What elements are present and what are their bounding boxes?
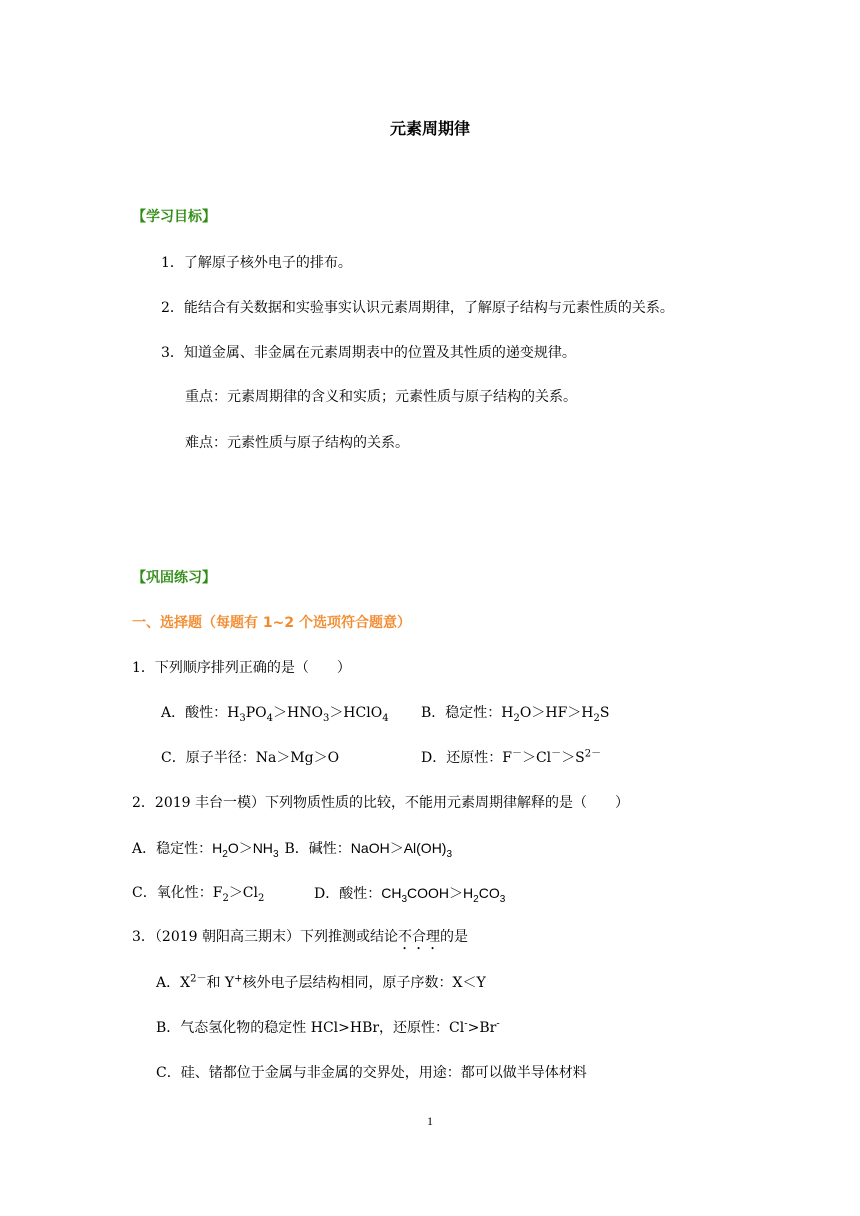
question-1-option-c: C．原子半径：Na＞Mg＞O bbox=[161, 750, 340, 766]
goal-item-3: 3．知道金属、非金属在元素周期表中的位置及其性质的递变规律。 bbox=[161, 345, 576, 361]
question-1-option-d: D．还原性：$F^->Cl^->S^{2-}$ bbox=[421, 748, 602, 766]
section-heading-choice: 一、选择题（每题有 1~2 个选项符合题意） bbox=[132, 615, 411, 631]
goal-item-2: 2．能结合有关数据和实验事实认识元素周期律，了解原子结构与元素性质的关系。 bbox=[161, 300, 674, 316]
question-3-stem: 3．（2019 朝阳高三期末）下列推测或结论不合理的是 bbox=[132, 929, 468, 945]
question-2-option-d: D．酸性：$CH_3COOH>H_2CO_3$ bbox=[314, 885, 506, 905]
question-3-option-a: A．$X^{2-}$和 Y+核外电子层结构相同，原子序数：X＜Y bbox=[156, 973, 486, 991]
goal-item-1: 1．了解原子核外电子的排布。 bbox=[161, 255, 352, 271]
question-3-option-c: C．硅、锗都位于金属与非金属的交界处，用途：都可以做半导体材料 bbox=[156, 1065, 587, 1081]
question-2-option-c: C．氧化性：$F_2>Cl_2$ bbox=[132, 885, 265, 904]
emphasized-text: 不合理 bbox=[398, 929, 440, 945]
question-2-options-ab: A．稳定性：$H_2O>NH_3$ B．碱性：$NaOH>Al(OH)_3$ bbox=[132, 840, 453, 860]
question-3-option-b: B．气态氢化物的稳定性 HCl>HBr，还原性：Cl->Br- bbox=[156, 1018, 500, 1036]
question-1-option-a: A．酸性：$H_3PO_4>HNO_3>HClO_4$ bbox=[161, 705, 389, 724]
learning-goals-heading: 【学习目标】 bbox=[132, 209, 216, 225]
key-point: 重点：元素周期律的含义和实质；元素性质与原子结构的关系。 bbox=[185, 389, 577, 405]
page-number: 1 bbox=[427, 1114, 433, 1128]
question-2-stem: 2．2019 丰台一模）下列物质性质的比较，不能用元素周期律解释的是（ ） bbox=[132, 795, 629, 811]
page-title: 元素周期律 bbox=[389, 119, 470, 138]
question-1-stem: 1．下列顺序排列正确的是（ ） bbox=[132, 660, 351, 676]
question-1-option-b: B．稳定性：$H_2O>HF>H_2S$ bbox=[421, 705, 610, 724]
practice-heading: 【巩固练习】 bbox=[132, 570, 216, 586]
difficulty-point: 难点：元素性质与原子结构的关系。 bbox=[185, 435, 409, 451]
